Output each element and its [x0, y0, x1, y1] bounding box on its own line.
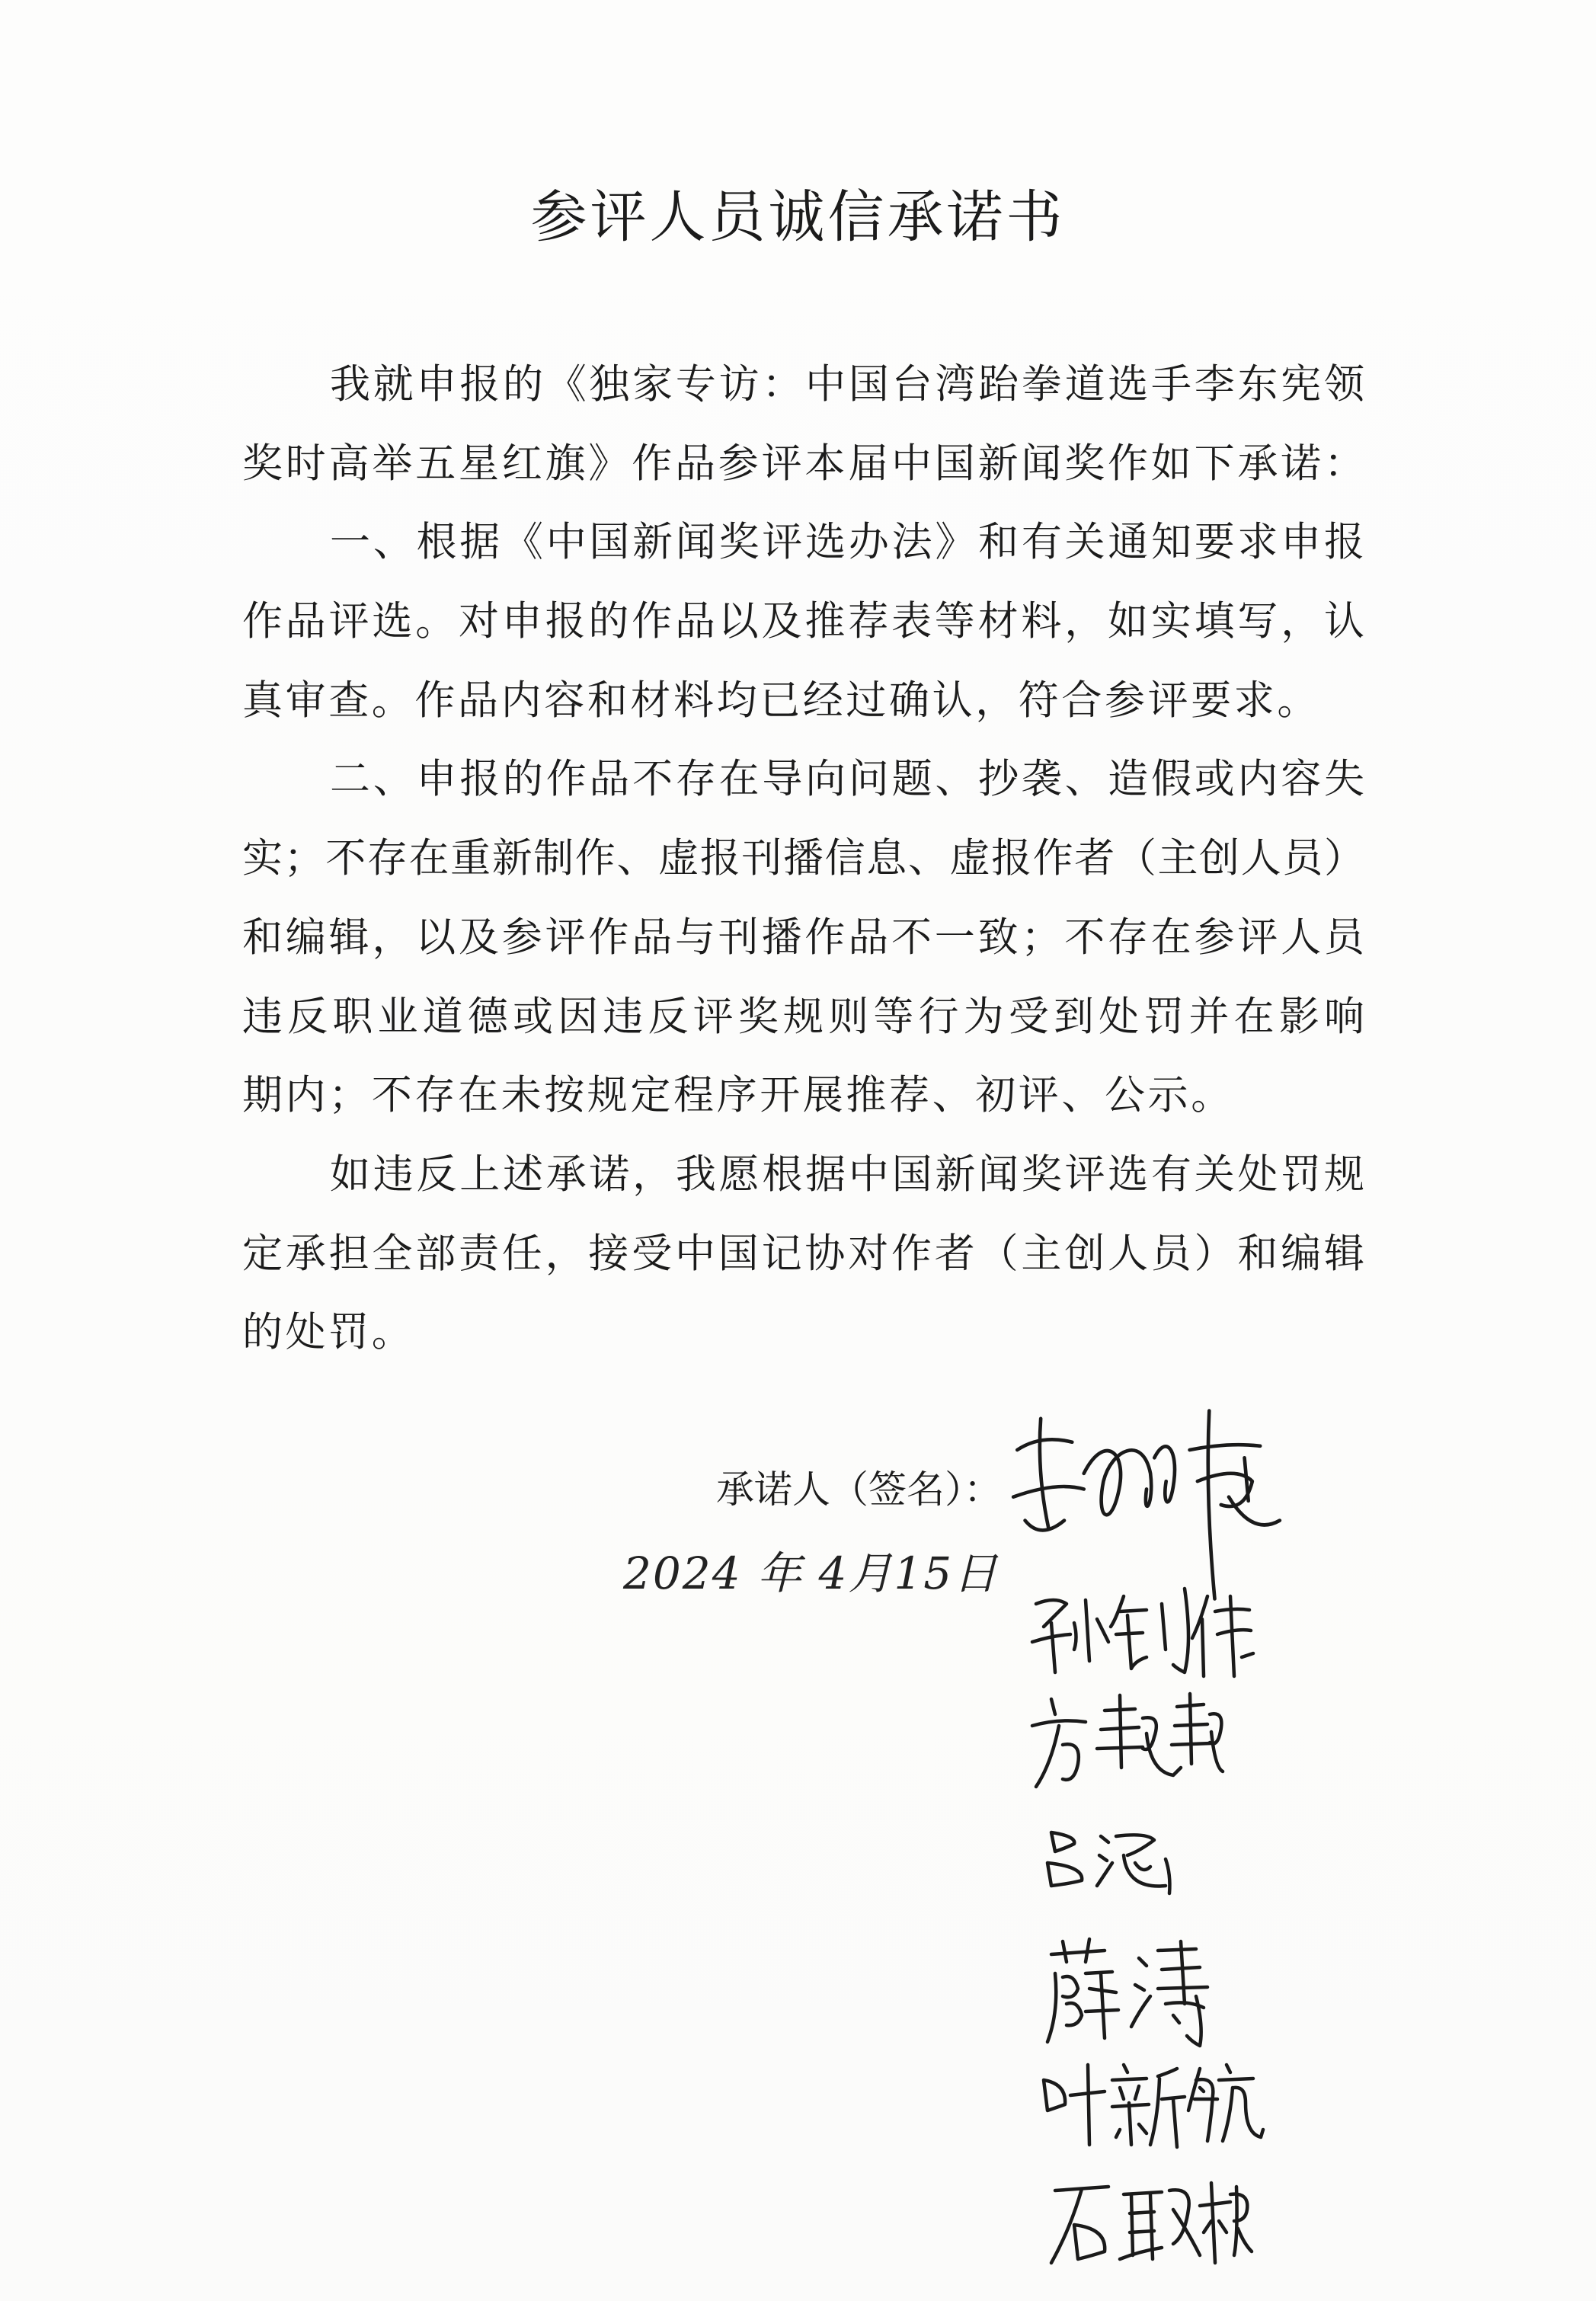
document-title: 参评人员诚信承诺书: [530, 184, 1066, 250]
signature-label: 承诺人（签名）：: [716, 1467, 1002, 1512]
body-line: 我就申报的《独家专访：中国台湾跆拳道选手李东宪领: [330, 361, 1364, 408]
body-line: 实；不存在重新制作、虚报刊播信息、虚报作者（主创人员）: [242, 835, 1364, 882]
signature-2: [1021, 1581, 1257, 1680]
body-line: 二、申报的作品不存在导向问题、抄袭、造假或内容失: [330, 756, 1364, 803]
body-line: 如违反上述承诺，我愿根据中国新闻奖评选有关处罚规: [330, 1150, 1364, 1198]
body-line: 真审查。作品内容和材料均已经过确认，符合参评要求。: [242, 677, 1320, 724]
paragraph-pledge-1: [242, 503, 1364, 740]
signature-4: [1040, 1821, 1177, 1897]
signature-6: [1036, 2057, 1265, 2149]
signature-1: [1009, 1402, 1284, 1608]
paragraph-intro: [242, 345, 1364, 503]
signature-5: [1044, 1935, 1219, 2050]
paragraph-liability: [242, 1135, 1364, 1372]
body-line: 违反职业道德或因违反评奖规则等行为受到处罚并在影响: [242, 993, 1364, 1040]
body-line: 的处罚。: [242, 1309, 415, 1356]
signature-7: [1047, 2175, 1253, 2271]
signature-date: 2024 年 4月15日: [623, 1547, 999, 1599]
body-line: 定承担全部责任，接受中国记协对作者（主创人员）和编辑: [242, 1230, 1364, 1277]
body-line: 作品评选。对申报的作品以及推荐表等材料，如实填写，认: [242, 598, 1364, 645]
body-line: 和编辑，以及参评作品与刊播作品不一致；不存在参评人员: [242, 914, 1364, 961]
document-body: [242, 345, 1364, 1372]
body-line: 期内；不存在未按规定程序开展推荐、初评、公示。: [242, 1072, 1234, 1119]
signature-3: [1028, 1688, 1227, 1794]
body-line: 一、根据《中国新闻奖评选办法》和有关通知要求申报: [330, 519, 1364, 566]
body-line: 奖时高举五星红旗》作品参评本届中国新闻奖作如下承诺：: [242, 440, 1364, 487]
paragraph-pledge-2: [242, 740, 1364, 1134]
